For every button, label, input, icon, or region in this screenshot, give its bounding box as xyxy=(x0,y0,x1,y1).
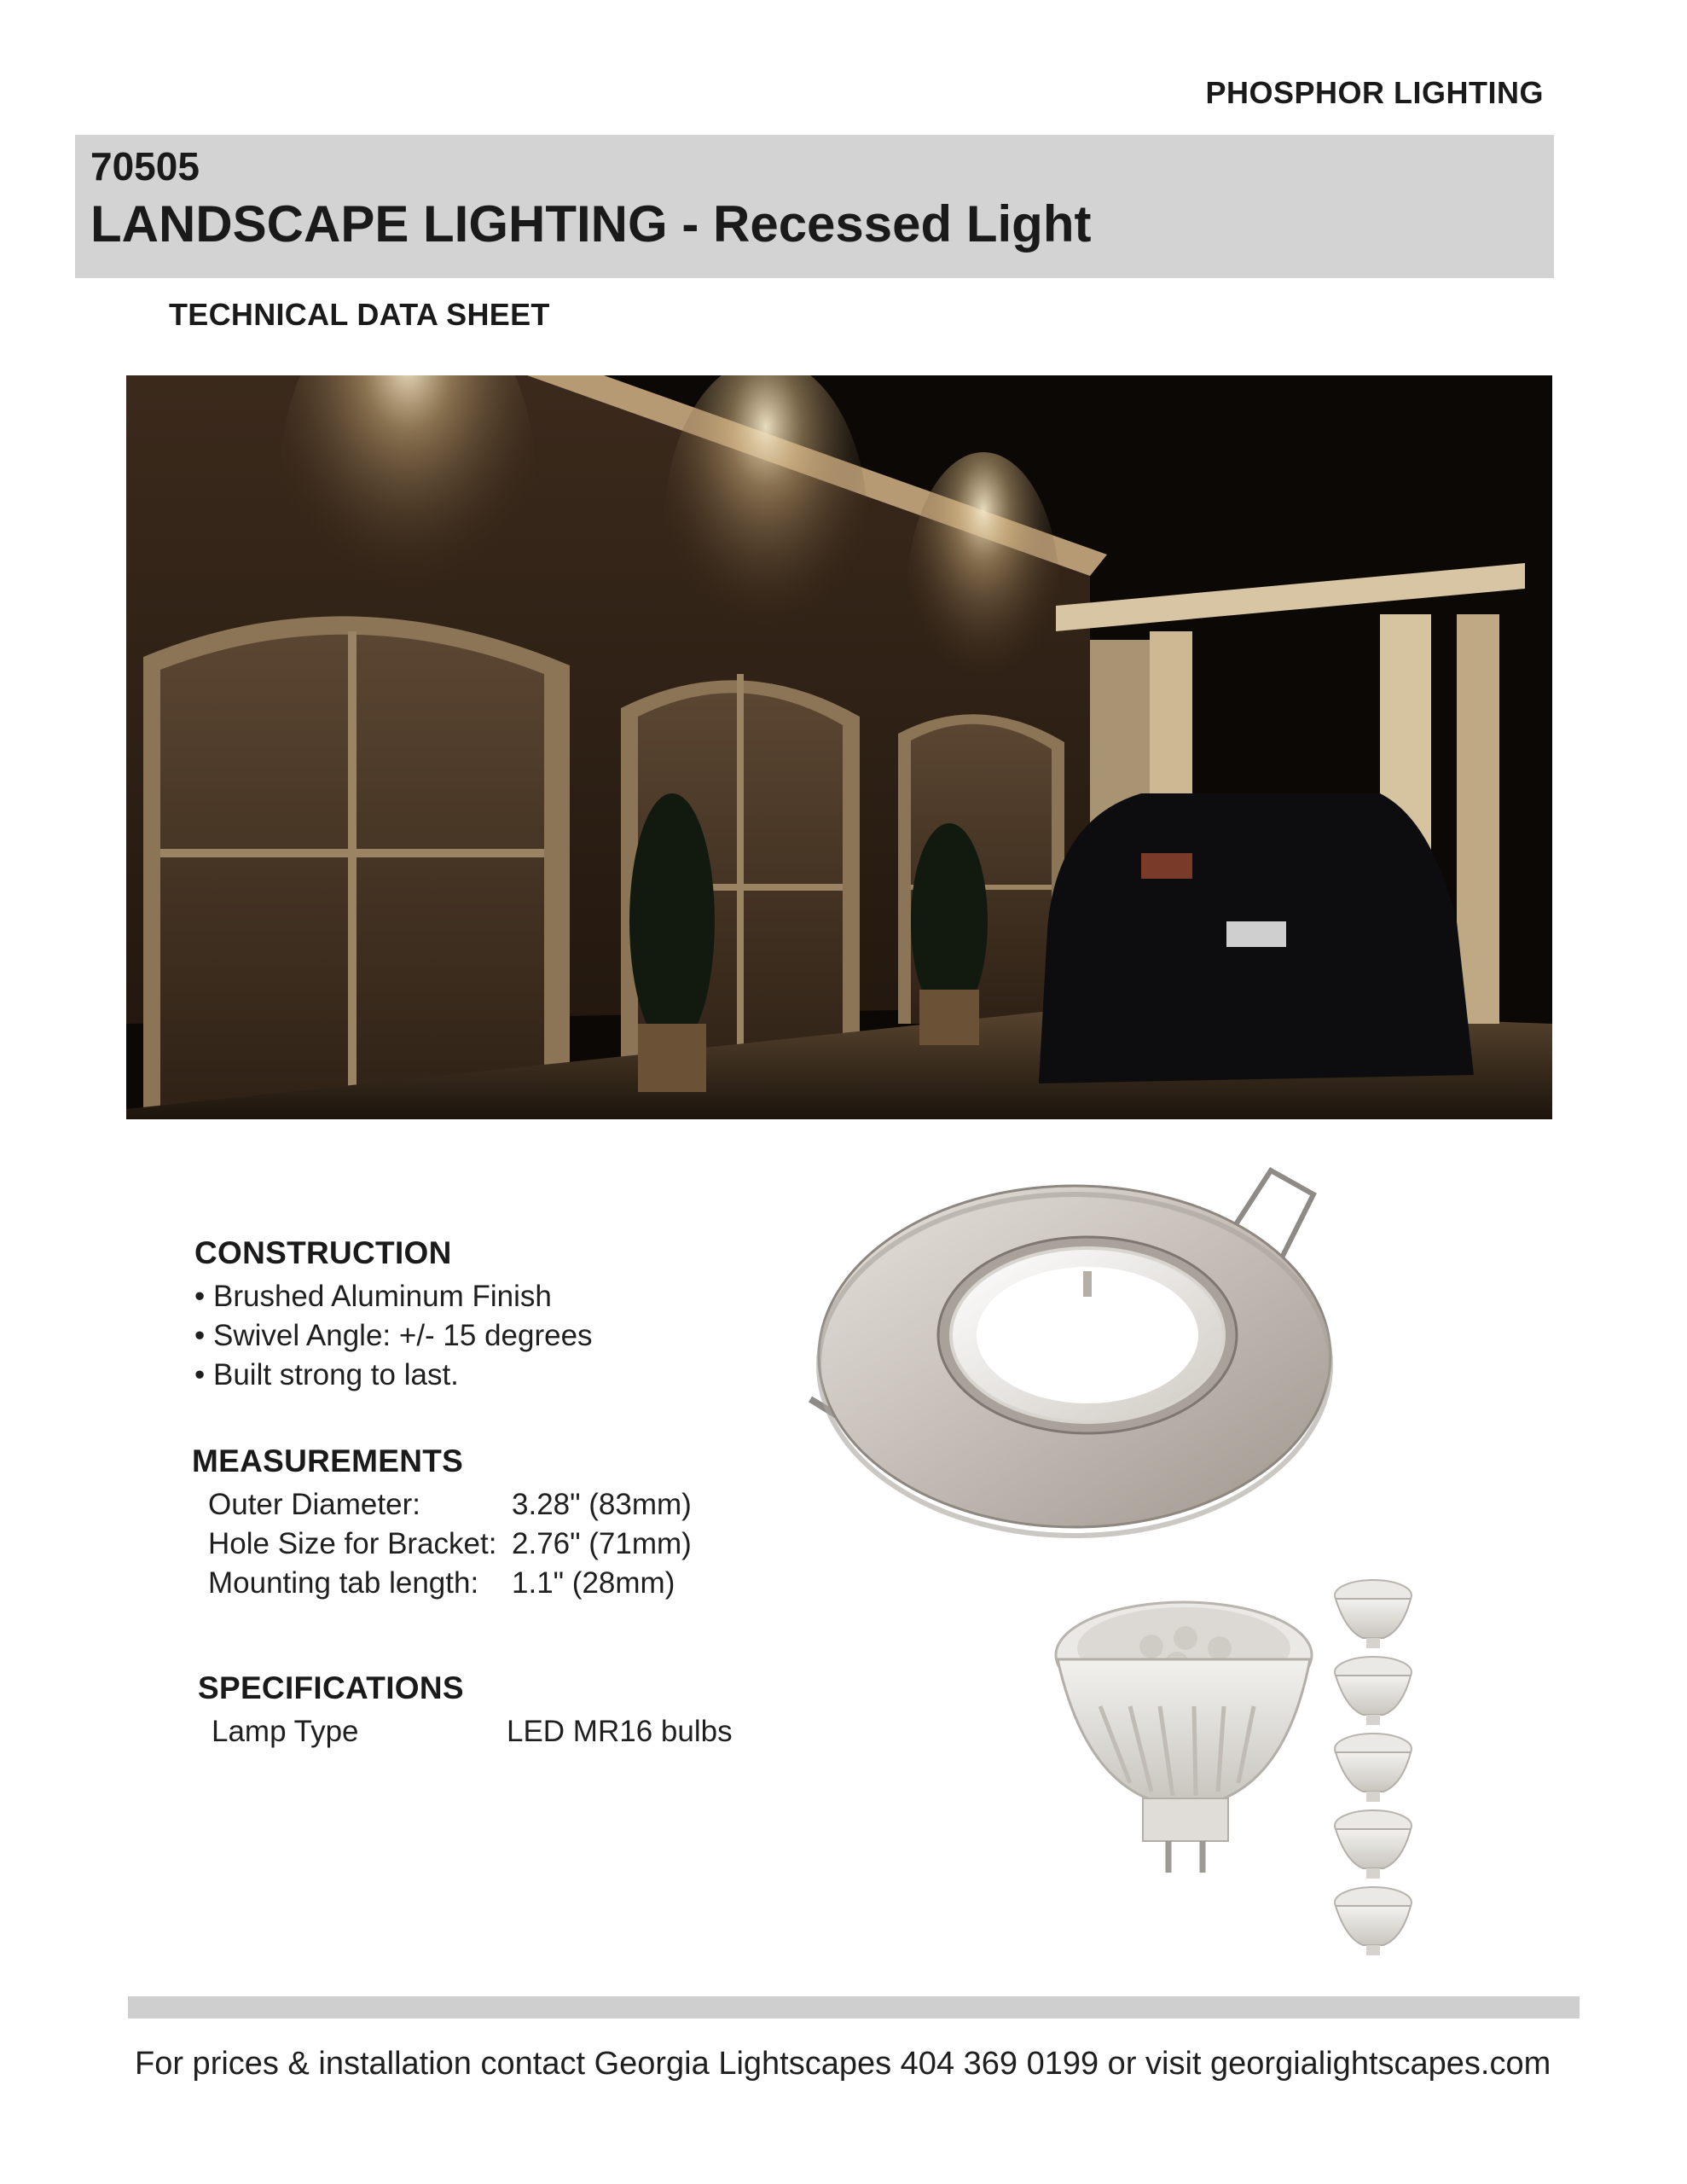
measurement-label: Outer Diameter: xyxy=(208,1488,420,1521)
footer-divider xyxy=(128,1996,1580,2018)
recessed-fixture-image xyxy=(793,1160,1373,1544)
sheet-label: TECHNICAL DATA SHEET xyxy=(169,297,550,332)
measurement-value: 3.28" (83mm) xyxy=(512,1488,692,1521)
construction-title: CONSTRUCTION xyxy=(194,1235,452,1270)
measurement-label: Mounting tab length: xyxy=(208,1566,479,1600)
measurements-title: MEASUREMENTS xyxy=(192,1443,464,1478)
construction-item: • Built strong to last. xyxy=(194,1358,459,1391)
spec-value: LED MR16 bulbs xyxy=(507,1715,733,1748)
specifications-title: SPECIFICATIONS xyxy=(198,1670,464,1705)
measurement-label: Hole Size for Bracket: xyxy=(208,1527,497,1560)
construction-item: • Swivel Angle: +/- 15 degrees xyxy=(194,1319,593,1352)
product-code: 70505 xyxy=(90,144,200,189)
hero-photo xyxy=(126,375,1552,1119)
measurement-value: 1.1" (28mm) xyxy=(512,1566,675,1600)
measurement-value: 2.76" (71mm) xyxy=(512,1527,692,1560)
spec-label: Lamp Type xyxy=(212,1715,359,1748)
construction-item: • Brushed Aluminum Finish xyxy=(194,1280,552,1313)
brand-name: PHOSPHOR LIGHTING xyxy=(1205,75,1544,110)
product-title: LANDSCAPE LIGHTING - Recessed Light xyxy=(90,195,1092,253)
mr16-bulbs-image xyxy=(1049,1578,1441,1979)
title-band xyxy=(75,135,1554,278)
footer-contact: For prices & installation contact Georgia Lightscapes 404 369 0199 or visit georgialightscapes.com xyxy=(135,2046,1551,2082)
